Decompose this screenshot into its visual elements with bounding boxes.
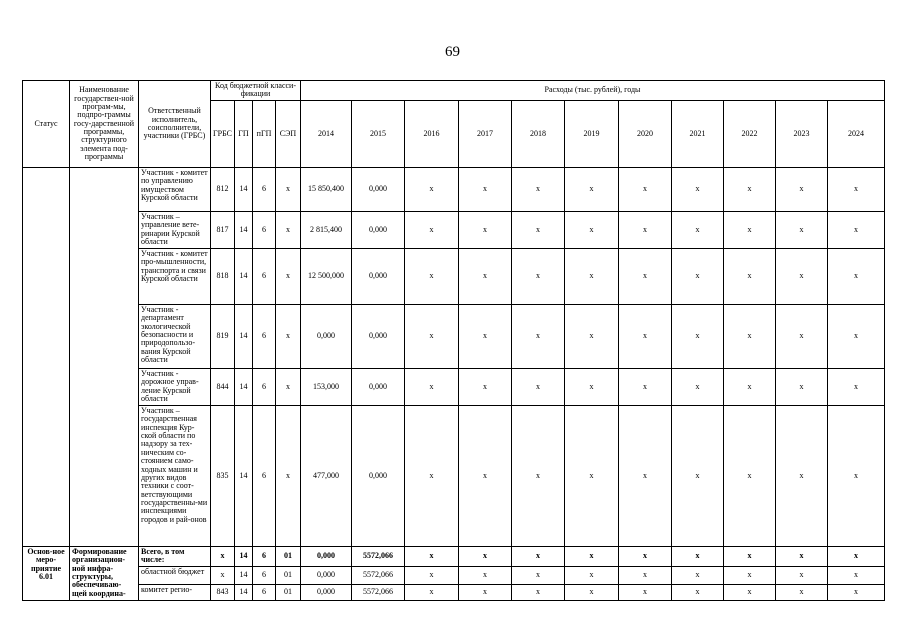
value-cell: х xyxy=(724,211,776,248)
value-cell: х xyxy=(619,304,672,368)
value-cell: х xyxy=(619,368,672,405)
value-cell: х xyxy=(405,584,459,600)
code-sep: 01 xyxy=(276,584,301,600)
code-sep: х xyxy=(276,304,301,368)
value-cell: х xyxy=(776,368,828,405)
value-cell: х xyxy=(776,211,828,248)
value-cell: х xyxy=(565,368,619,405)
header-year: 2016 xyxy=(405,100,459,167)
code-sep: х xyxy=(276,211,301,248)
value-cell: х xyxy=(512,248,565,304)
activity-name: Формирование организацион-ной инфра-структуры, обеспечиваю-щей координа- xyxy=(70,546,139,600)
header-year: 2019 xyxy=(565,100,619,167)
value-cell: х xyxy=(459,248,512,304)
value-cell: х xyxy=(459,211,512,248)
header-code: ГП xyxy=(235,100,253,167)
value-cell: х xyxy=(828,405,885,546)
header-name: Наименование государствен-ной програм-мы, подпро-граммы госу-дарственной программы, структурного элемента под-программы xyxy=(70,81,139,168)
value-cell: х xyxy=(619,211,672,248)
value-cell: х xyxy=(776,304,828,368)
value-cell: х xyxy=(405,248,459,304)
value-cell: 0,000 xyxy=(352,248,405,304)
code-grbs: 835 xyxy=(211,405,235,546)
code-sep: 01 xyxy=(276,566,301,584)
value-cell: х xyxy=(828,566,885,584)
value-cell: х xyxy=(405,167,459,211)
value-cell: х xyxy=(619,584,672,600)
code-pgp: 6 xyxy=(253,248,276,304)
value-cell: х xyxy=(459,405,512,546)
value-cell: 12 500,000 xyxy=(301,248,352,304)
participant-cell: Участник – управление вете-ринарии Курской области xyxy=(139,211,211,248)
value-cell: х xyxy=(459,368,512,405)
header-year: 2017 xyxy=(459,100,512,167)
header-year: 2014 xyxy=(301,100,352,167)
header-year: 2024 xyxy=(828,100,885,167)
status-cell-empty xyxy=(23,167,70,546)
value-cell: х xyxy=(776,167,828,211)
value-cell: х xyxy=(565,584,619,600)
code-grbs: 844 xyxy=(211,368,235,405)
participant-cell: Участник - департамент экологической безопасности и природопользо-вания Курской области xyxy=(139,304,211,368)
header-year: 2020 xyxy=(619,100,672,167)
participant-cell: областной бюджет xyxy=(139,566,211,584)
table-row xyxy=(23,167,885,211)
code-gp: 14 xyxy=(235,167,253,211)
value-cell: х xyxy=(512,368,565,405)
value-cell: х xyxy=(619,566,672,584)
header-responsible: Ответственный исполнитель, соисполнители, участники (ГРБС) xyxy=(139,81,211,168)
code-pgp: 6 xyxy=(253,167,276,211)
code-pgp: 6 xyxy=(253,584,276,600)
table-row xyxy=(23,566,885,584)
code-pgp: 6 xyxy=(253,304,276,368)
value-cell: х xyxy=(672,304,724,368)
value-cell: х xyxy=(565,167,619,211)
code-grbs: 812 xyxy=(211,167,235,211)
value-cell: х xyxy=(776,546,828,566)
value-cell: х xyxy=(828,167,885,211)
value-cell: х xyxy=(459,167,512,211)
value-cell: х xyxy=(672,405,724,546)
value-cell: х xyxy=(672,566,724,584)
code-gp: 14 xyxy=(235,368,253,405)
value-cell: х xyxy=(672,584,724,600)
code-grbs: 819 xyxy=(211,304,235,368)
value-cell: х xyxy=(512,566,565,584)
participant-cell: комитет регио- xyxy=(139,584,211,600)
value-cell: х xyxy=(565,546,619,566)
value-cell: х xyxy=(405,304,459,368)
value-cell: х xyxy=(619,248,672,304)
table-row xyxy=(23,546,885,566)
value-cell: х xyxy=(672,546,724,566)
value-cell: х xyxy=(565,405,619,546)
value-cell: х xyxy=(512,584,565,600)
value-cell: х xyxy=(724,566,776,584)
code-grbs: 817 xyxy=(211,211,235,248)
value-cell: х xyxy=(565,211,619,248)
value-cell: х xyxy=(776,248,828,304)
header-year: 2023 xyxy=(776,100,828,167)
value-cell: 0,000 xyxy=(352,167,405,211)
value-cell: х xyxy=(776,405,828,546)
value-cell: х xyxy=(828,368,885,405)
value-cell: 5572,066 xyxy=(352,546,405,566)
code-sep: х xyxy=(276,248,301,304)
value-cell: 0,000 xyxy=(352,405,405,546)
value-cell: х xyxy=(828,211,885,248)
value-cell: 0,000 xyxy=(301,546,352,566)
value-cell: 0,000 xyxy=(352,368,405,405)
value-cell: х xyxy=(724,167,776,211)
table-row xyxy=(23,248,885,304)
value-cell: х xyxy=(776,566,828,584)
code-pgp: 6 xyxy=(253,405,276,546)
value-cell: х xyxy=(724,368,776,405)
table-row xyxy=(23,211,885,248)
name-cell-empty xyxy=(70,167,139,546)
code-gp: 14 xyxy=(235,248,253,304)
value-cell: 0,000 xyxy=(352,304,405,368)
value-cell: х xyxy=(512,211,565,248)
value-cell: х xyxy=(828,248,885,304)
table-row xyxy=(23,368,885,405)
value-cell: х xyxy=(405,546,459,566)
code-grbs: 843 xyxy=(211,584,235,600)
code-pgp: 6 xyxy=(253,368,276,405)
value-cell: х xyxy=(565,304,619,368)
code-pgp: 6 xyxy=(253,546,276,566)
value-cell: х xyxy=(619,405,672,546)
value-cell: 477,000 xyxy=(301,405,352,546)
header-code: ГРБС xyxy=(211,100,235,167)
code-gp: 14 xyxy=(235,405,253,546)
header-year: 2015 xyxy=(352,100,405,167)
code-gp: 14 xyxy=(235,304,253,368)
participant-cell: Участник - дорожное управ-ление Курской области xyxy=(139,368,211,405)
value-cell: х xyxy=(405,211,459,248)
table-row xyxy=(23,304,885,368)
table-row xyxy=(23,405,885,546)
participant-cell: Участник - комитет по управлению имуществом Курской области xyxy=(139,167,211,211)
header-code: СЭП xyxy=(276,100,301,167)
participant-cell: Участник - комитет про-мышленности, транспорта и связи Курской области xyxy=(139,248,211,304)
participant-cell: Всего, в том числе: xyxy=(139,546,211,566)
header-budget-code: Код бюджетной класси-фикации xyxy=(211,81,301,101)
activity-status: Основ-ное меро-приятие 6.01 xyxy=(23,546,70,600)
value-cell: 15 850,400 xyxy=(301,167,352,211)
value-cell: х xyxy=(512,405,565,546)
header-expenses: Расходы (тыс. рублей), годы xyxy=(301,81,885,101)
value-cell: х xyxy=(405,368,459,405)
code-pgp: 6 xyxy=(253,566,276,584)
value-cell: 5572,066 xyxy=(352,566,405,584)
code-sep: 01 xyxy=(276,546,301,566)
value-cell: х xyxy=(512,546,565,566)
value-cell: х xyxy=(619,546,672,566)
value-cell: х xyxy=(672,368,724,405)
value-cell: х xyxy=(619,167,672,211)
value-cell: х xyxy=(459,566,512,584)
header-status: Статус xyxy=(23,81,70,168)
value-cell: х xyxy=(459,546,512,566)
value-cell: х xyxy=(828,584,885,600)
value-cell: х xyxy=(724,304,776,368)
code-grbs: х xyxy=(211,546,235,566)
value-cell: х xyxy=(724,405,776,546)
value-cell: х xyxy=(776,584,828,600)
value-cell: х xyxy=(405,405,459,546)
code-sep: х xyxy=(276,405,301,546)
value-cell: х xyxy=(565,248,619,304)
header-code: пГП xyxy=(253,100,276,167)
code-pgp: 6 xyxy=(253,211,276,248)
code-sep: х xyxy=(276,368,301,405)
value-cell: х xyxy=(672,211,724,248)
value-cell: х xyxy=(828,546,885,566)
value-cell: х xyxy=(512,167,565,211)
code-sep: х xyxy=(276,167,301,211)
value-cell: 0,000 xyxy=(301,584,352,600)
header-year: 2022 xyxy=(724,100,776,167)
budget-table xyxy=(22,80,885,601)
table-row xyxy=(23,584,885,600)
value-cell: 0,000 xyxy=(352,211,405,248)
participant-cell: Участник – государственная инспекция Кур-ской области по надзору за тех-ническим со-стоянием само-ходных машин и других видов техники с соот-ветствующими государственны-ми инспекциями городов и рай-онов xyxy=(139,405,211,546)
code-grbs: 818 xyxy=(211,248,235,304)
code-gp: 14 xyxy=(235,566,253,584)
code-gp: 14 xyxy=(235,584,253,600)
value-cell: х xyxy=(459,584,512,600)
value-cell: х xyxy=(565,566,619,584)
value-cell: 153,000 xyxy=(301,368,352,405)
value-cell: х xyxy=(512,304,565,368)
value-cell: х xyxy=(672,167,724,211)
value-cell: х xyxy=(724,248,776,304)
value-cell: 5572,066 xyxy=(352,584,405,600)
header-year: 2021 xyxy=(672,100,724,167)
code-grbs: х xyxy=(211,566,235,584)
code-gp: 14 xyxy=(235,211,253,248)
value-cell: х xyxy=(724,546,776,566)
code-gp: 14 xyxy=(235,546,253,566)
value-cell: 0,000 xyxy=(301,566,352,584)
value-cell: 0,000 xyxy=(301,304,352,368)
value-cell: х xyxy=(459,304,512,368)
page-number: 69 xyxy=(445,44,460,60)
value-cell: х xyxy=(672,248,724,304)
value-cell: х xyxy=(724,584,776,600)
value-cell: х xyxy=(405,566,459,584)
value-cell: 2 815,400 xyxy=(301,211,352,248)
header-year: 2018 xyxy=(512,100,565,167)
value-cell: х xyxy=(828,304,885,368)
